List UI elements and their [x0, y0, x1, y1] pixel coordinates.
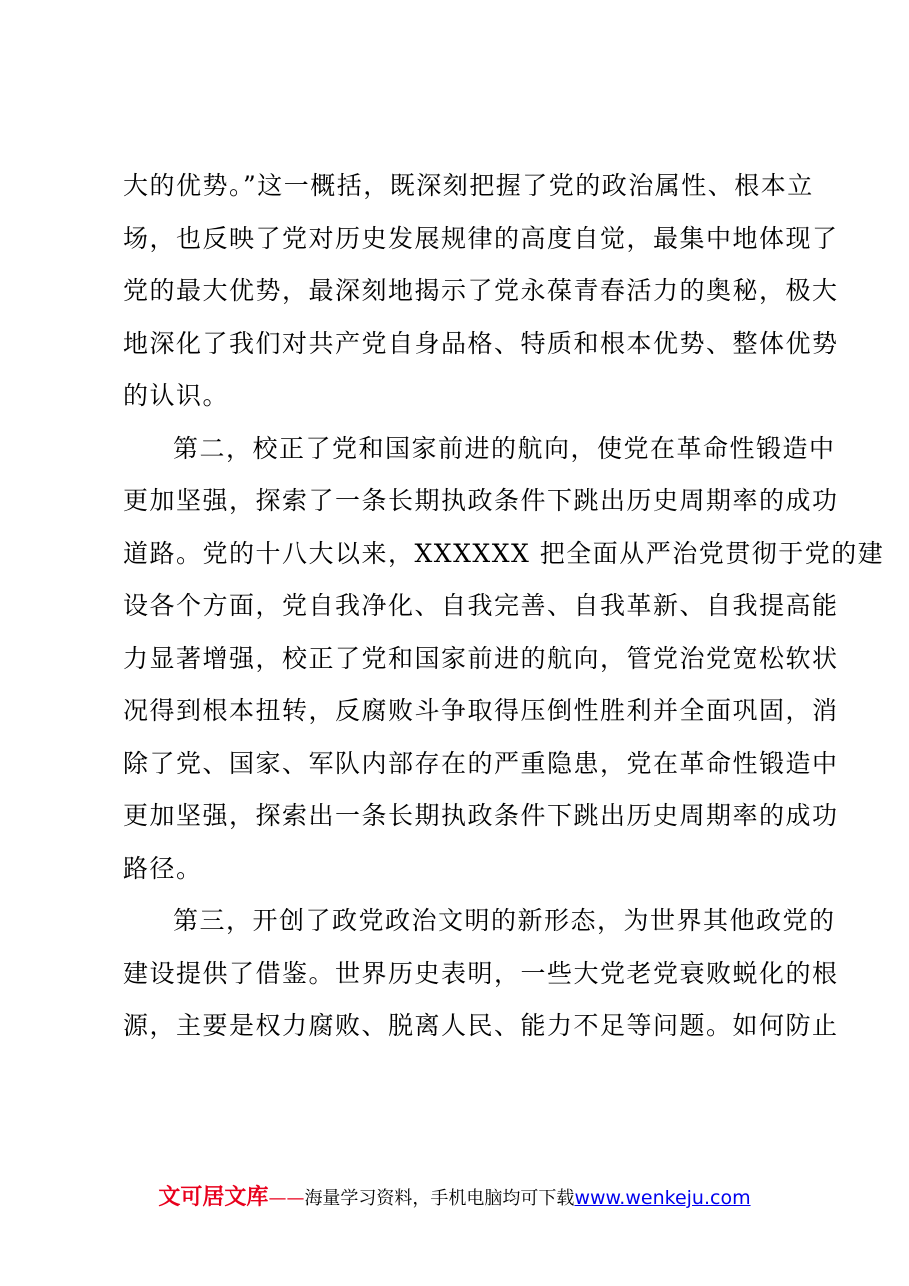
paragraph	[123, 895, 839, 1053]
text-line: 更加坚强，探索了一条长期执政条件下跳出历史周期率的成功	[123, 486, 839, 515]
text-line: 党的最大优势，最深刻地揭示了党永葆青春活力的奥秘，极大	[123, 276, 839, 305]
text-line: 地深化了我们对共产党自身品格、特质和根本优势、整体优势	[123, 328, 839, 358]
text-line: 的认识。	[123, 381, 230, 410]
text-line: 场，也反映了党对历史发展规律的高度自觉，最集中地体现了	[123, 223, 839, 253]
text-line: 第三，开创了政党政治文明的新形态，为世界其他政党的	[173, 906, 836, 935]
text-line: 源，主要是权力腐败、脱离人民、能力不足等问题。如何防止	[123, 1011, 839, 1040]
paragraph	[123, 423, 885, 896]
footer-dash: ——	[268, 1188, 305, 1209]
paragraph	[123, 160, 839, 423]
text-line: 路径。	[123, 853, 203, 883]
text-line: 除了党、国家、军队内部存在的严重隐患，党在革命性锻造中	[123, 748, 839, 778]
footer-banner	[0, 1180, 909, 1211]
text-line: 更加坚强，探索出一条长期执政条件下跳出历史周期率的成功	[123, 801, 839, 830]
text-line: 第二，校正了党和国家前进的航向，使党在革命性锻造中	[173, 433, 836, 463]
text-line: 大的优势。”这一概括，既深刻把握了党的政治属性、根本立	[123, 171, 814, 200]
website-link[interactable]: www.wenkeju.com	[574, 1187, 751, 1209]
footer-slogan: 海量学习资料，手机电脑均可下载	[304, 1188, 575, 1209]
text-line: 建设提供了借鉴。世界历史表明，一些大党老党衰败蜕化的根	[123, 958, 839, 988]
text-line: 况得到根本扭转，反腐败斗争取得压倒性胜利并全面巩固，消	[123, 696, 839, 725]
text-line: 道路。党的十八大以来，XXXXXX 把全面从严治党贯彻于党的建	[123, 538, 885, 568]
text-line: 力显著增强，校正了党和国家前进的航向，管党治党宽松软状	[123, 643, 839, 673]
text-line: 设各个方面，党自我净化、自我完善、自我革新、自我提高能	[123, 591, 839, 620]
brand-name: 文可居文库	[158, 1185, 269, 1210]
document-body	[123, 160, 885, 1053]
